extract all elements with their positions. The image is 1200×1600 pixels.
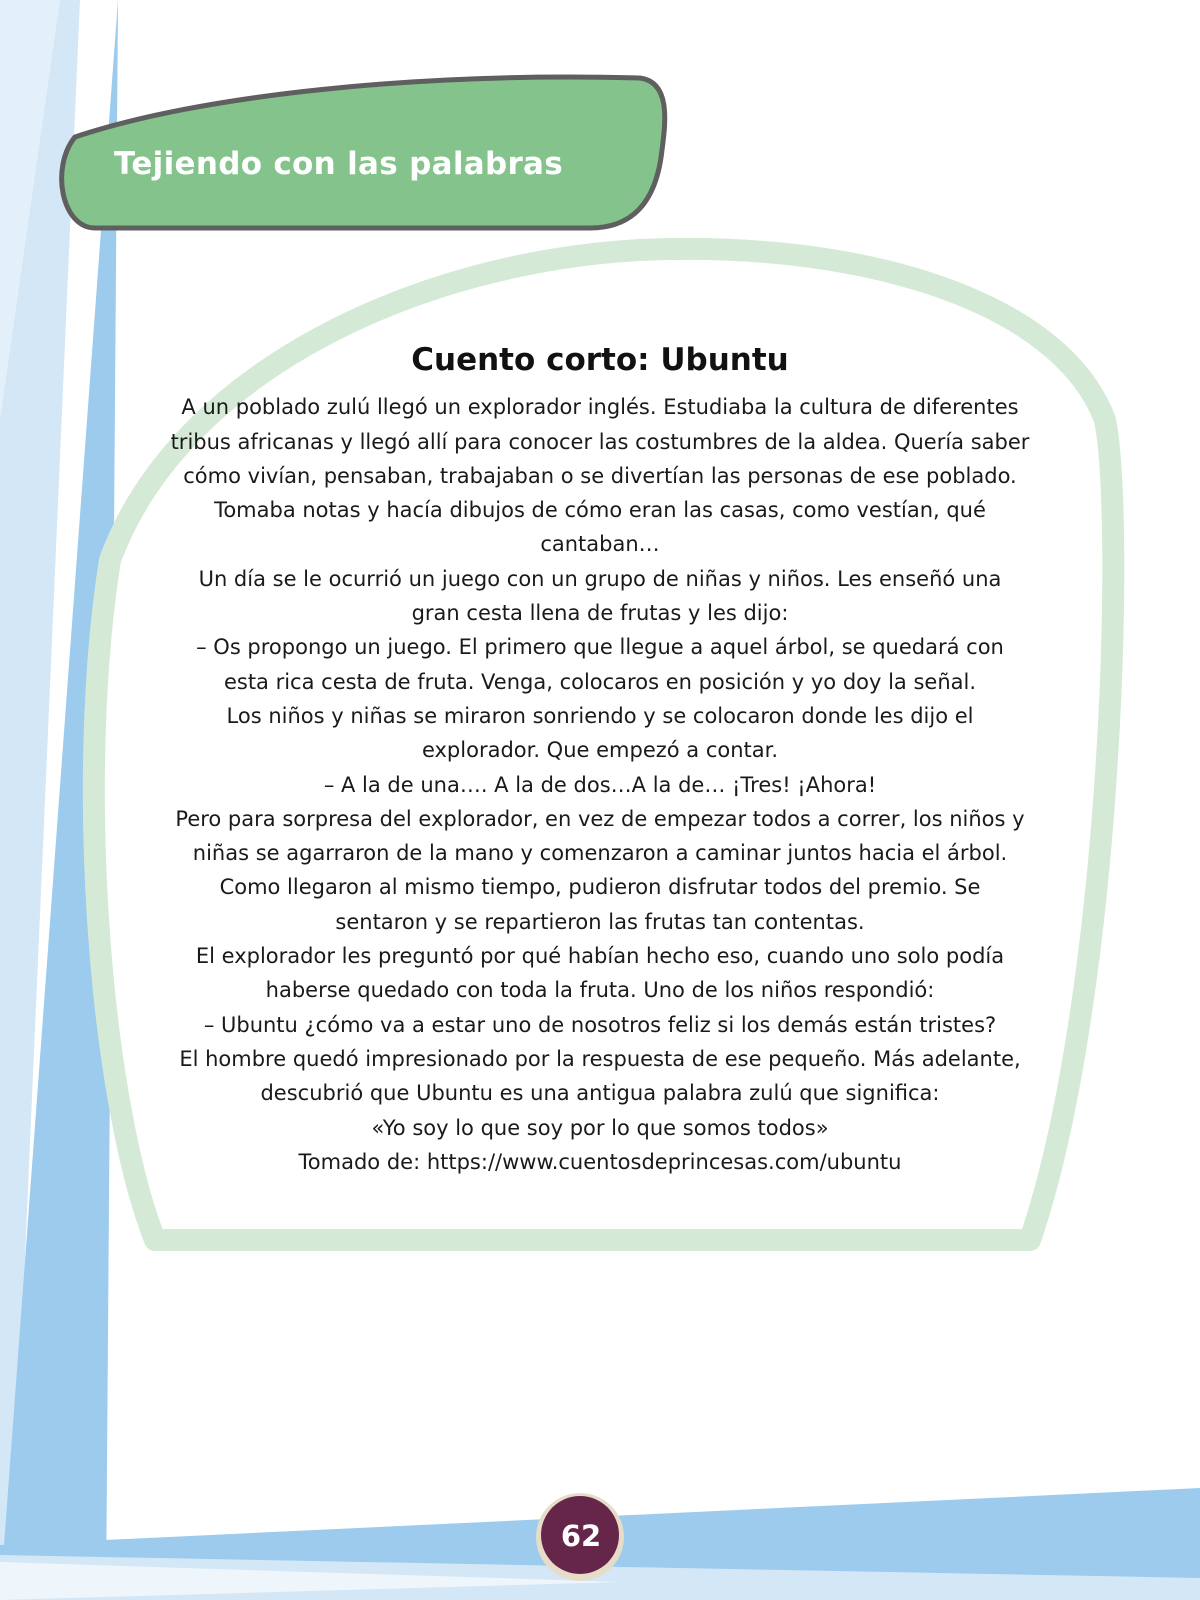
- story-body: [150, 390, 1050, 1179]
- story-line: Como llegaron al mismo tiempo, pudieron disfrutar todos del premio. Se: [219, 875, 981, 900]
- story-line: – Ubuntu ¿cómo va a estar uno de nosotros feliz si los demás están tristes?: [203, 1012, 997, 1037]
- story-line: esta rica cesta de fruta. Venga, colocaros en posición y yo doy la señal.: [223, 669, 977, 694]
- story-line: «Yo soy lo que soy por lo que somos todos»: [371, 1115, 829, 1140]
- story-line: A un poblado zulú llegó un explorador inglés. Estudiaba la cultura de diferentes: [181, 395, 1019, 420]
- page-number: 62: [560, 1519, 602, 1553]
- story-line: Pero para sorpresa del explorador, en vez de empezar todos a correr, los niños y: [175, 806, 1025, 831]
- story-line: El hombre quedó impresionado por la respuesta de ese pequeño. Más adelante,: [179, 1046, 1021, 1071]
- story-line: Los niños y niñas se miraron sonriendo y se colocaron donde les dijo el: [226, 703, 974, 728]
- story-line: – Os propongo un juego. El primero que llegue a aquel árbol, se quedará con: [196, 635, 1004, 660]
- story-line: tribus africanas y llegó allí para conocer las costumbres de la aldea. Quería saber: [170, 429, 1030, 454]
- story-line: haberse quedado con toda la fruta. Uno de los niños respondió:: [265, 978, 935, 1003]
- story-line: – A la de una…. A la de dos…A la de… ¡Tres! ¡Ahora!: [323, 772, 877, 797]
- story-line: descubrió que Ubuntu es una antigua palabra zulú que significa:: [260, 1081, 940, 1106]
- story-line: sentaron y se repartieron las frutas tan contentas.: [335, 909, 865, 934]
- story-box: [150, 340, 1050, 1179]
- story-title: Cuento corto: Ubuntu: [411, 342, 789, 378]
- section-title: Tejiendo con las palabras: [114, 146, 564, 182]
- story-line: Un día se le ocurrió un juego con un grupo de niñas y niños. Les enseñó una: [198, 566, 1002, 591]
- story-line: gran cesta llena de frutas y les dijo:: [411, 601, 789, 626]
- source-link[interactable]: Tomado de: https://www.cuentosdeprincesas.com/ubuntu: [298, 1149, 902, 1174]
- story-line: niñas se agarraron de la mano y comenzaron a caminar juntos hacia el árbol.: [192, 841, 1008, 866]
- story-line: Tomaba notas y hacía dibujos de cómo eran las casas, como vestían, qué: [214, 498, 986, 523]
- story-line: cantaban…: [540, 532, 660, 557]
- story-line: El explorador les preguntó por qué habían hecho eso, cuando uno solo podía: [195, 944, 1005, 969]
- story-line: explorador. Que empezó a contar.: [421, 738, 779, 763]
- story-line: cómo vivían, pensaban, trabajaban o se divertían las personas de ese poblado.: [183, 463, 1017, 488]
